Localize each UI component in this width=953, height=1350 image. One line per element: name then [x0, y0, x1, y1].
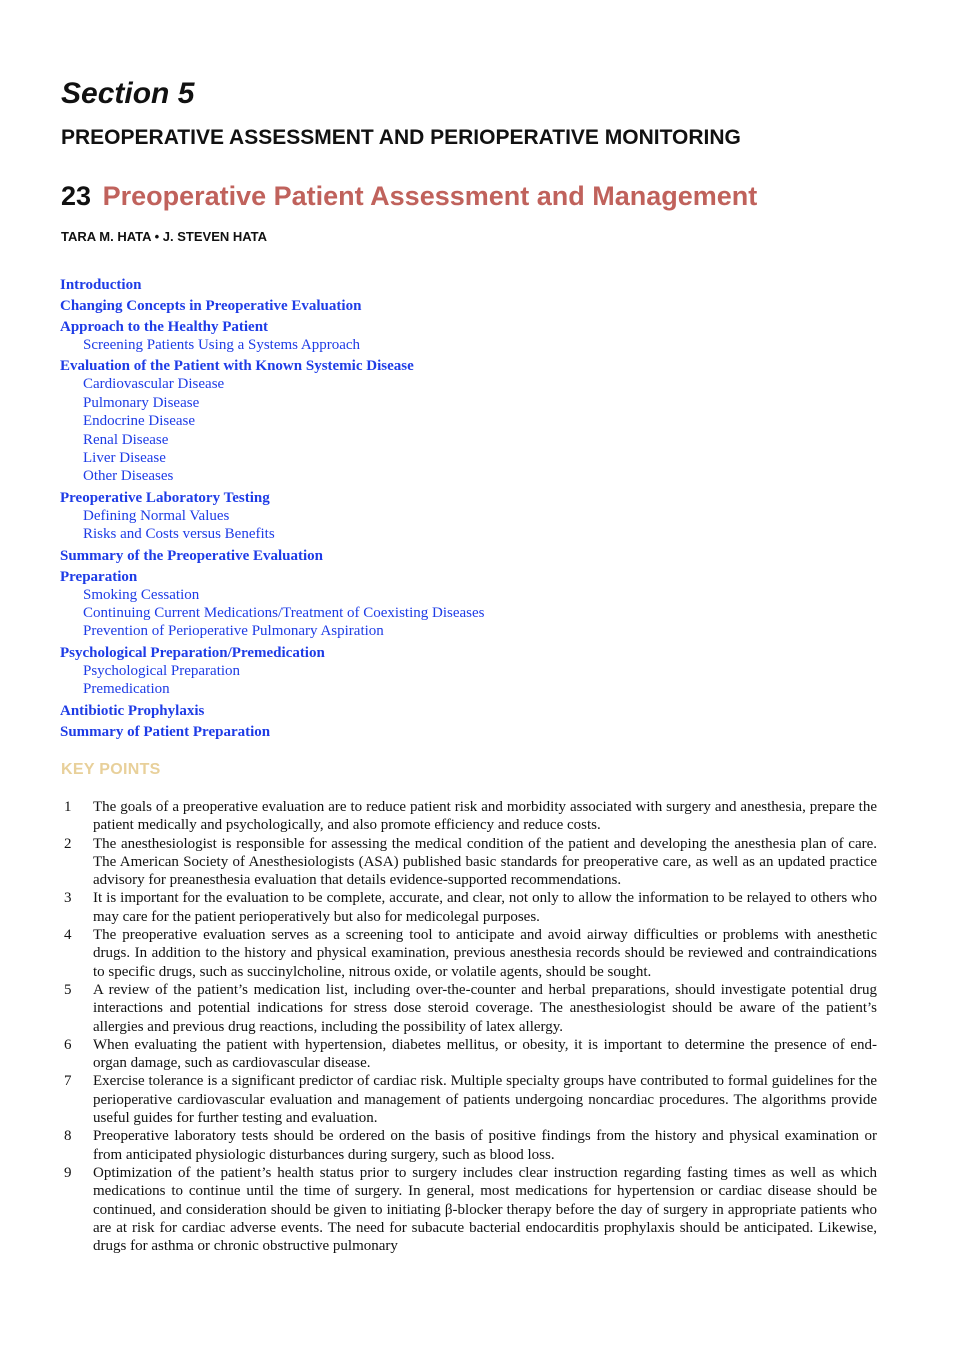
chapter-authors: TARA M. HATA • J. STEVEN HATA	[61, 229, 268, 244]
toc-subsection-link[interactable]: Smoking Cessation	[83, 586, 200, 603]
toc-subsection-link[interactable]: Pulmonary Disease	[83, 394, 200, 411]
chapter-number: 23	[61, 181, 92, 211]
toc-section-link[interactable]: Summary of the Preoperative Evaluation	[60, 547, 324, 564]
key-point-item	[60, 1127, 877, 1164]
toc-subsection-link[interactable]: Screening Patients Using a Systems Approach	[83, 337, 361, 353]
chapter-heading	[61, 180, 757, 212]
key-point-number: 2	[64, 835, 72, 852]
toc-section-link[interactable]: Preparation	[60, 568, 138, 585]
key-point-number: 1	[64, 799, 72, 815]
key-point-text: Preoperative laboratory tests should be ordered on the basis of positive findings from the history and physical examination or from anticipated physiologic disturbances during surgery, such as blood loss.	[93, 1128, 877, 1163]
toc-section-link[interactable]: Approach to the Healthy Patient	[60, 319, 269, 335]
key-point-number: 9	[64, 1164, 72, 1181]
key-points-heading: KEY POINTS	[61, 761, 161, 778]
chapter-outline	[60, 276, 760, 741]
key-point-text: Optimization of the patient’s health status prior to surgery includes clear instruction regarding fasting times as well as which medications to continue until the time of surgery. In general, most medications for hypertension or cardiac disease should be continued, and consideration should be given to initiating β-blocker therapy before the day of surgery in appropriate patients who are at risk for cardiac adverse events. The need for subacute bacterial endocarditis prophylaxis should be anticipated. Likewise, drugs for asthma or chronic obstructive pulmonary	[93, 1164, 877, 1255]
key-point-text: It is important for the evaluation to be complete, accurate, and clear, not only to allow the information to be relayed to others who may care for the patient perioperatively but also for medicolegal purposes.	[93, 890, 877, 925]
toc-subsection-link[interactable]: Premedication	[83, 681, 170, 698]
key-points-list	[60, 798, 877, 1255]
key-point-item	[60, 835, 877, 890]
toc-section-link[interactable]: Antibiotic Prophylaxis	[60, 702, 205, 719]
key-point-number: 6	[64, 1036, 72, 1053]
toc-subsection-link[interactable]: Liver Disease	[83, 450, 166, 467]
toc-subsection-link[interactable]: Cardiovascular Disease	[83, 376, 225, 393]
chapter-title: Preoperative Patient Assessment and Management	[102, 181, 758, 211]
key-point-text: A review of the patient’s medication list, including over-the-counter and herbal preparations, should investigate potential drug interactions and potential indications for stress dose steroid coverage. The anesthesiologist should be aware of the patient’s allergies and previous drug reactions, including the possibility of latex allergy.	[93, 981, 877, 1035]
key-point-item	[60, 1072, 877, 1127]
key-point-number: 3	[64, 890, 72, 907]
toc-subsection-link[interactable]: Defining Normal Values	[83, 507, 230, 524]
toc-subsection-link[interactable]: Endocrine Disease	[83, 413, 196, 430]
key-point-item	[60, 889, 877, 926]
key-point-item	[60, 798, 877, 835]
toc-subsection-link[interactable]: Continuing Current Medications/Treatment of Coexisting Diseases	[83, 605, 485, 622]
key-point-item	[60, 1164, 877, 1255]
toc-section-link[interactable]: Summary of Patient Preparation	[60, 723, 271, 740]
toc-section-link[interactable]: Introduction	[60, 277, 142, 293]
section-title: PREOPERATIVE ASSESSMENT AND PERIOPERATIVE MONITORING	[61, 126, 741, 149]
toc-subsection-link[interactable]: Risks and Costs versus Benefits	[83, 526, 275, 543]
key-point-number: 7	[64, 1073, 72, 1090]
key-point-item	[60, 926, 877, 981]
toc-section-link[interactable]: Psychological Preparation/Premedication	[60, 644, 325, 661]
key-point-number: 5	[64, 981, 72, 998]
toc-section-link[interactable]: Preoperative Laboratory Testing	[60, 489, 270, 506]
key-point-text: The anesthesiologist is responsible for assessing the medical condition of the patient and developing the anesthesia plan of care. The American Society of Anesthesiologists (ASA) published basic standards for preoperative care, as well as an updated practice advisory for preanesthesia evaluation that details evidence-supported recommendations.	[93, 835, 877, 889]
key-point-text: When evaluating the patient with hypertension, diabetes mellitus, or obesity, it is important to determine the presence of end-organ damage, such as cardiovascular disease.	[93, 1036, 877, 1072]
key-point-number: 4	[64, 927, 72, 944]
key-point-item	[60, 981, 877, 1036]
key-point-text: The goals of a preoperative evaluation are to reduce patient risk and morbidity associated with surgery and anesthesia, prepare the patient medically and psychologically, and also promote efficiency and reduce costs.	[93, 799, 877, 834]
key-point-number: 8	[64, 1128, 72, 1145]
toc-subsection-link[interactable]: Psychological Preparation	[83, 662, 241, 679]
key-point-item	[60, 1036, 877, 1073]
section-label: Section 5	[61, 77, 195, 110]
toc-subsection-link[interactable]: Prevention of Perioperative Pulmonary Aspiration	[83, 623, 384, 640]
key-point-text: Exercise tolerance is a significant predictor of cardiac risk. Multiple specialty groups have contributed to formal guidelines for the perioperative cardiovascular evaluation and management of patients undergoing noncardiac procedures. The algorithms provide useful guides for further testing and evaluation.	[93, 1073, 877, 1127]
toc-section-link[interactable]: Evaluation of the Patient with Known Systemic Disease	[60, 358, 414, 375]
key-point-text: The preoperative evaluation serves as a screening tool to anticipate and avoid airway difficulties or problems with anesthetic drugs. In addition to the history and physical examination, previous anesthesia records should be reviewed and contraindications to specific drugs, such as succinylcholine, nitrous oxide, or volatile agents, should be sought.	[93, 927, 877, 980]
toc-subsection-link[interactable]: Other Diseases	[83, 468, 174, 485]
toc-section-link[interactable]: Changing Concepts in Preoperative Evaluation	[60, 298, 362, 314]
toc-subsection-link[interactable]: Renal Disease	[83, 431, 169, 448]
